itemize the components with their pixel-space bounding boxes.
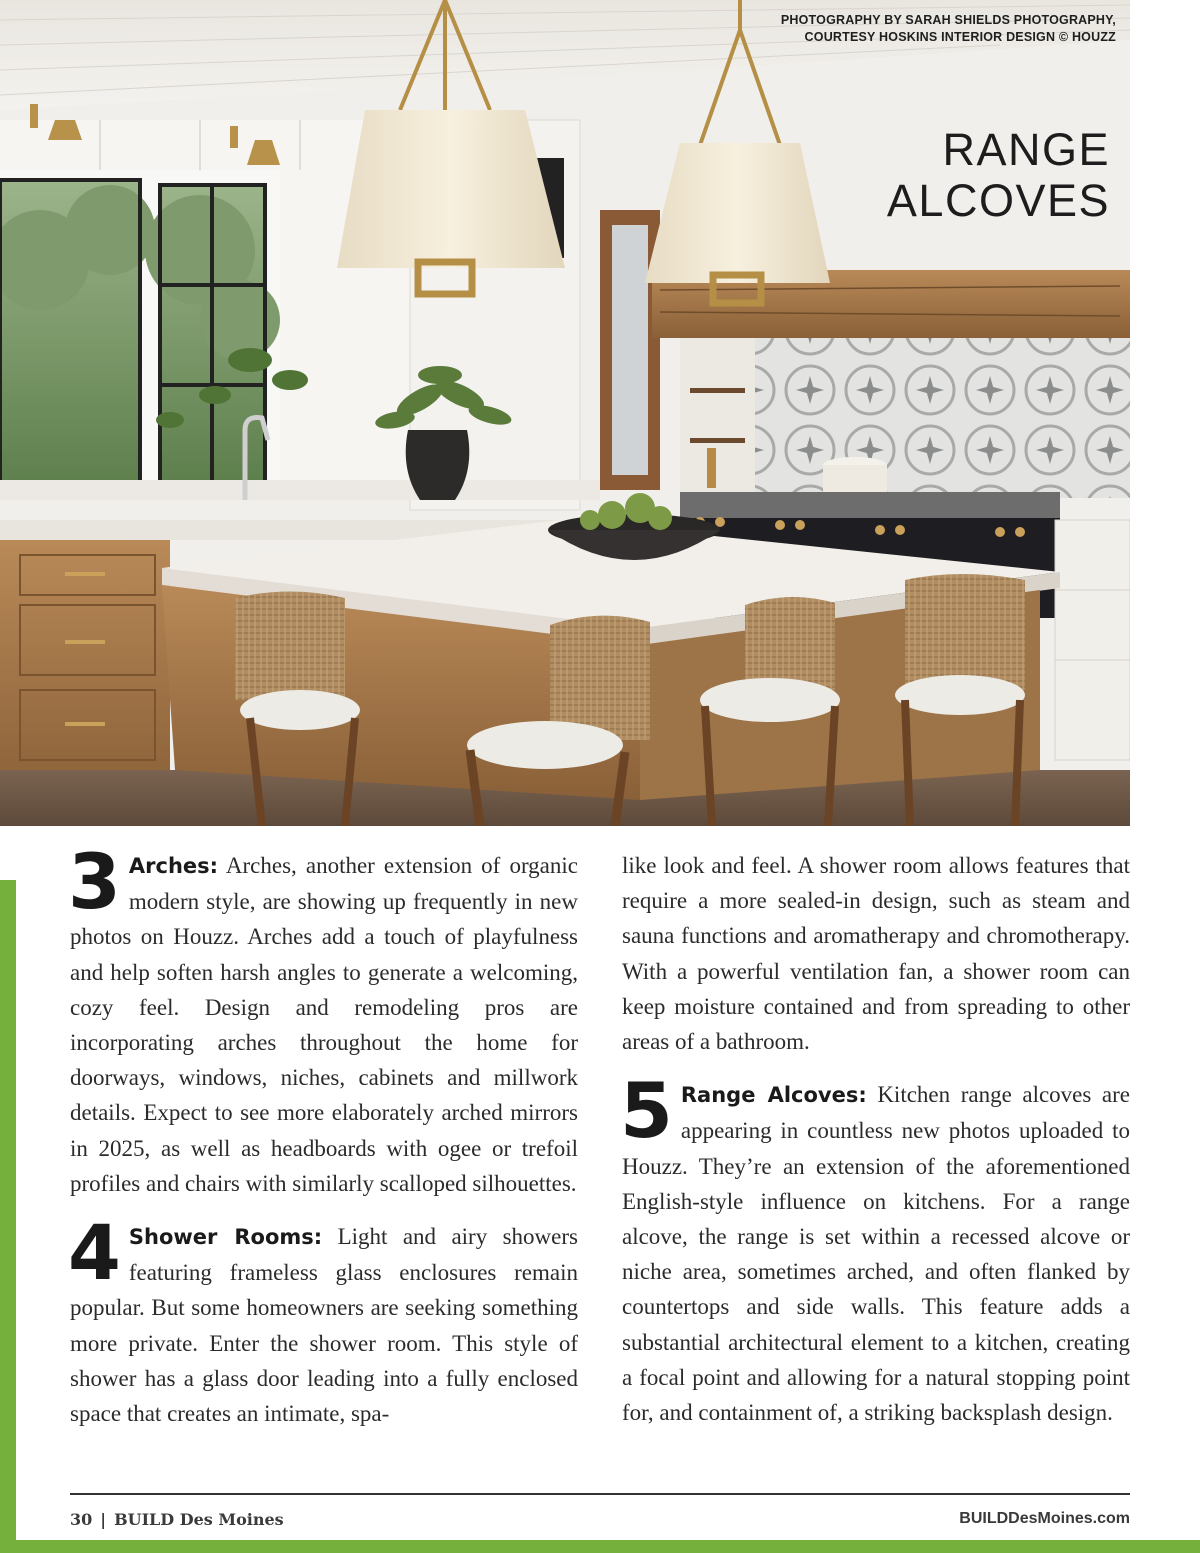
photo-credit-line-2: COURTESY HOSKINS INTERIOR DESIGN © HOUZZ <box>804 30 1116 44</box>
section-number: 3 <box>68 837 119 926</box>
accent-bar-left <box>0 880 16 1553</box>
section-heading: Range Alcoves: <box>680 1083 867 1108</box>
section-heading: Shower Rooms: <box>128 1225 323 1250</box>
footer-folio <box>70 1510 284 1529</box>
page-number: 30 <box>70 1510 93 1529</box>
publication-name: BUILD Des Moines <box>114 1510 284 1529</box>
photo-credit <box>696 12 1116 46</box>
section-arches <box>68 837 578 1201</box>
article-column-right <box>622 848 1130 1448</box>
section-shower-rooms <box>68 1208 578 1431</box>
section-number: 4 <box>68 1208 119 1298</box>
section-body: Arches, another extension of organic modern style, are showing up frequently in new photos on Houzz. Arches add a touch of playfulness and help soften harsh angles to generate a welcoming, cozy feel. Design and remodeling pros are incorporating arches throughout the home for doorways, windows, niches, cabinets and millwork details. Expect to see more elaborately arched mirrors in 2025, as well as headboards with ogee or trefoil profiles and chairs with similarly scalloped silhouettes. <box>70 853 578 1196</box>
photo-credit-line-1: PHOTOGRAPHY BY SARAH SHIELDS PHOTOGRAPHY, <box>780 13 1116 27</box>
section-heading: Arches: <box>128 854 219 878</box>
footer-separator: | <box>100 1510 107 1529</box>
accent-bar-bottom <box>0 1540 1200 1553</box>
article-column-left <box>68 837 578 1449</box>
footer-divider <box>70 1493 1130 1495</box>
section-body: Kitchen range alcoves are appearing in countless new photos uploaded to Houzz. They’re an extension of the aforementioned English-style influence on kitchens. For a range alcove, the range is set within a recessed alcove or niche area, sometimes arched, and often flanked by countertops and side walls. This feature adds a substantial architectural element to a kitchen, creating a focal point and allowing for a natural stopping point for, and containment of, a striking backsplash design. <box>622 1082 1130 1426</box>
photo-title <box>887 124 1110 226</box>
footer-website[interactable]: BUILDDesMoines.com <box>959 1510 1130 1527</box>
section-body: Light and airy showers featuring frameless glass enclosures remain popular. But some homeowners are seeking something more private. Enter the shower room. This style of shower has a glass door leading into a fully enclosed space that creates an intimate, spa- <box>70 1224 578 1427</box>
photo-title-line-1: RANGE <box>942 124 1110 175</box>
section-range-alcoves <box>620 1066 1130 1430</box>
photo-title-line-2: ALCOVES <box>886 175 1110 226</box>
section-number: 5 <box>620 1066 671 1156</box>
section-shower-rooms-continued: like look and feel. A shower room allows features that require a more sealed-in design, such as steam and sauna functions and aromatherapy and chromotherapy. With a powerful ventilation fan, a shower room can keep moisture contained and from spreading to other areas of a bathroom. <box>622 853 1130 1055</box>
